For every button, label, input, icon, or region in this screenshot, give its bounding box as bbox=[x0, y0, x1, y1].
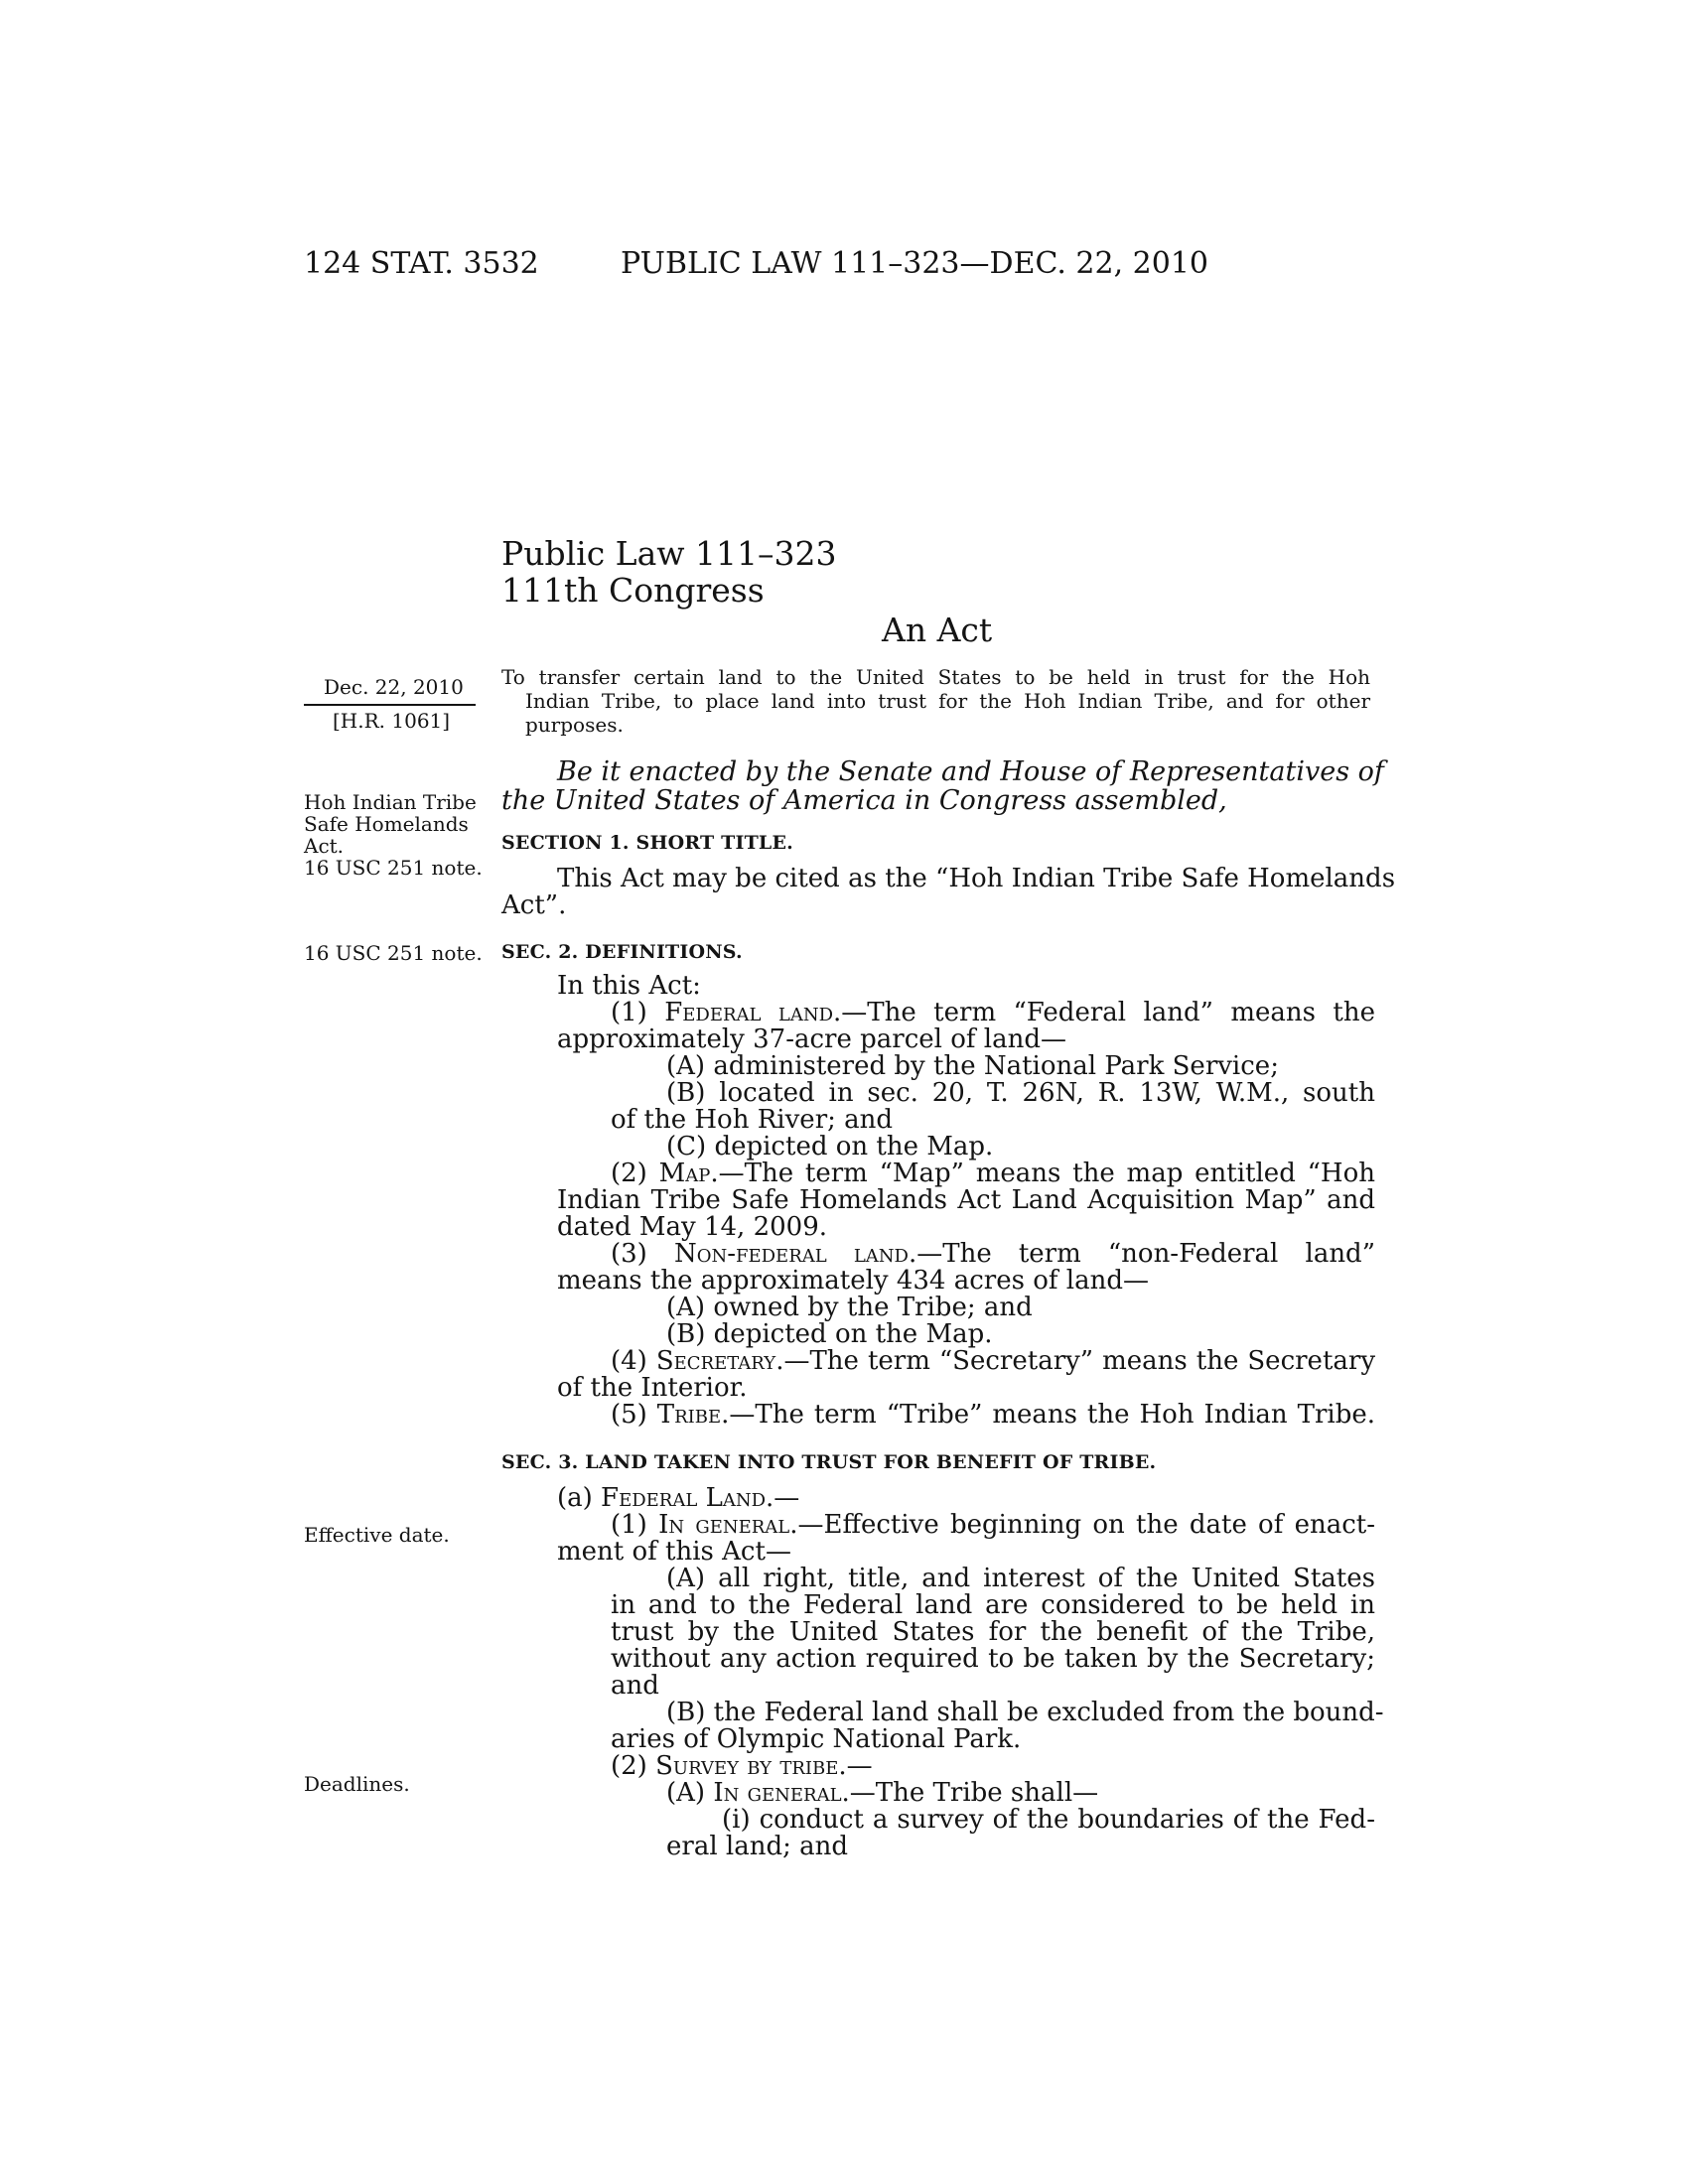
text-run: .—The term “Tribe” means the Hoh Indian Tribe. bbox=[721, 1400, 1376, 1430]
definition-map bbox=[501, 1160, 1375, 1187]
text-run: .— bbox=[766, 1483, 800, 1513]
paragraph-number: (4) bbox=[611, 1346, 656, 1376]
margin-effective-date: Effective date. bbox=[304, 1523, 450, 1547]
text-line: eral land; and bbox=[666, 1832, 849, 1861]
text-run: .—Effective beginning on the date of enact- bbox=[789, 1510, 1375, 1540]
enacting-line: Be it enacted by the Senate and House of Representatives of bbox=[557, 756, 1384, 787]
running-title: PUBLIC LAW 111–323—DEC. 22, 2010 bbox=[621, 246, 1209, 281]
text-line: aries of Olympic National Park. bbox=[611, 1724, 1022, 1754]
paragraph-survey-by-tribe bbox=[501, 1753, 1375, 1780]
paragraph-number: (1) bbox=[611, 998, 665, 1027]
text-run: L bbox=[697, 1483, 723, 1513]
text-run: .—The term “Map” means the map entitled “Hoh bbox=[710, 1159, 1375, 1188]
definition-federal-land bbox=[501, 1000, 1375, 1026]
margin-rule bbox=[304, 704, 476, 706]
margin-date: Dec. 22, 2010 bbox=[324, 675, 464, 699]
margin-short-title-3: Act. bbox=[304, 834, 345, 858]
paragraph-heading: n general bbox=[723, 1778, 842, 1808]
defined-term: Non-federal land bbox=[673, 1239, 909, 1269]
text-line: In this Act: bbox=[557, 971, 701, 1001]
text-run: .—The term “Federal land” means the bbox=[833, 998, 1375, 1027]
margin-deadlines: Deadlines. bbox=[304, 1772, 410, 1796]
congress-number: 111th Congress bbox=[501, 571, 765, 610]
text-line: dated May 14, 2009. bbox=[557, 1212, 828, 1242]
purpose-line: To transfer certain land to the United States to be held in trust for the Hoh bbox=[501, 665, 1370, 689]
margin-usc-citation: 16 USC 251 note. bbox=[304, 856, 483, 880]
defined-term: Tribe bbox=[656, 1400, 722, 1430]
text-line: without any action required to be taken by the Secretary; bbox=[611, 1644, 1375, 1674]
enacting-clause bbox=[501, 756, 1384, 816]
paragraph-in-general bbox=[501, 1512, 1375, 1539]
paragraph-number: (2) bbox=[611, 1159, 659, 1188]
text-line: approximately 37-acre parcel of land— bbox=[557, 1024, 1066, 1054]
paragraph-number: (A) I bbox=[666, 1778, 724, 1808]
purpose-line: Indian Tribe, to place land into trust for the Hoh Indian Tribe, and for other bbox=[525, 689, 1370, 713]
paragraph-number: (3) bbox=[611, 1239, 674, 1269]
section-1-body bbox=[501, 864, 1396, 920]
definition-secretary bbox=[501, 1348, 1375, 1375]
text-line: (B) depicted on the Map. bbox=[666, 1319, 993, 1349]
section-heading: SEC. 2. DEFINITIONS. bbox=[501, 941, 743, 963]
defined-term: Federal land bbox=[664, 998, 834, 1027]
margin-short-title-1: Hoh Indian Tribe bbox=[304, 790, 477, 814]
text-line: (C) depicted on the Map. bbox=[666, 1132, 994, 1161]
subsection-a-heading bbox=[501, 1485, 1375, 1512]
text-line: (A) all right, title, and interest of the United States bbox=[666, 1564, 1375, 1593]
text-line: of the Interior. bbox=[557, 1373, 748, 1403]
text-run: (a) F bbox=[557, 1483, 620, 1513]
text-line: Indian Tribe Safe Homelands Act Land Acquisition Map” and bbox=[557, 1185, 1375, 1215]
text-line: trust by the United States for the benefit of the Tribe, bbox=[611, 1617, 1375, 1647]
text-line: in and to the Federal land are considered to be held in bbox=[611, 1590, 1375, 1620]
purpose-line: purposes. bbox=[525, 713, 624, 737]
text-line: (A) administered by the National Park Service; bbox=[666, 1051, 1279, 1081]
text-line: means the approximately 434 acres of land— bbox=[557, 1266, 1149, 1296]
enacting-line: the United States of America in Congress assembled, bbox=[501, 785, 1227, 816]
paragraph-heading: n general bbox=[668, 1510, 790, 1540]
section-3-body bbox=[501, 1483, 1384, 1861]
text-line: Act”. bbox=[501, 890, 567, 920]
section-heading: SECTION 1. SHORT TITLE. bbox=[501, 832, 793, 854]
text-line: of the Hoh River; and bbox=[611, 1105, 894, 1135]
defined-term: Map bbox=[658, 1159, 711, 1188]
margin-usc-citation: 16 USC 251 note. bbox=[304, 941, 483, 965]
act-title: An Act bbox=[882, 611, 993, 649]
text-run: ederal bbox=[619, 1483, 698, 1513]
text-line: (A) owned by the Tribe; and bbox=[666, 1293, 1033, 1322]
text-line: (i) conduct a survey of the boundaries of the Fed- bbox=[722, 1805, 1375, 1835]
margin-bill-number: [H.R. 1061] bbox=[333, 709, 451, 733]
section-heading: SEC. 3. LAND TAKEN INTO TRUST FOR BENEFIT OF TRIBE. bbox=[501, 1451, 1157, 1473]
text-line: ment of this Act— bbox=[557, 1537, 791, 1567]
paragraph-heading: urvey by tribe bbox=[672, 1751, 839, 1781]
text-run: .—The term “Secretary” means the Secretary bbox=[775, 1346, 1376, 1376]
text-run: and bbox=[722, 1483, 767, 1513]
definition-non-federal-land bbox=[501, 1241, 1375, 1268]
text-line: and bbox=[611, 1671, 659, 1701]
paragraph-number: (5) bbox=[611, 1400, 657, 1430]
text-line: (B) the Federal land shall be excluded from the bound- bbox=[666, 1698, 1384, 1727]
law-number: Public Law 111–323 bbox=[501, 534, 837, 573]
paragraph-number: (1) I bbox=[611, 1510, 669, 1540]
text-run: .— bbox=[838, 1751, 873, 1781]
page-stat-number: 124 STAT. 3532 bbox=[304, 246, 539, 281]
text-run: .—The Tribe shall— bbox=[841, 1778, 1099, 1808]
section-2-body bbox=[501, 973, 1375, 1429]
subparagraph-in-general bbox=[501, 1780, 1375, 1807]
text-line: (B) located in sec. 20, T. 26N, R. 13W, W.M., south bbox=[666, 1078, 1375, 1108]
margin-short-title-2: Safe Homelands bbox=[304, 812, 469, 836]
paragraph-number: (2) S bbox=[611, 1751, 673, 1781]
purpose-clause bbox=[501, 665, 1370, 737]
text-line: This Act may be cited as the “Hoh Indian Tribe Safe Homelands bbox=[557, 864, 1396, 893]
defined-term: Secretary bbox=[655, 1346, 776, 1376]
definition-tribe bbox=[501, 1402, 1375, 1429]
text-run: .—The term “non-Federal land” bbox=[908, 1239, 1375, 1269]
